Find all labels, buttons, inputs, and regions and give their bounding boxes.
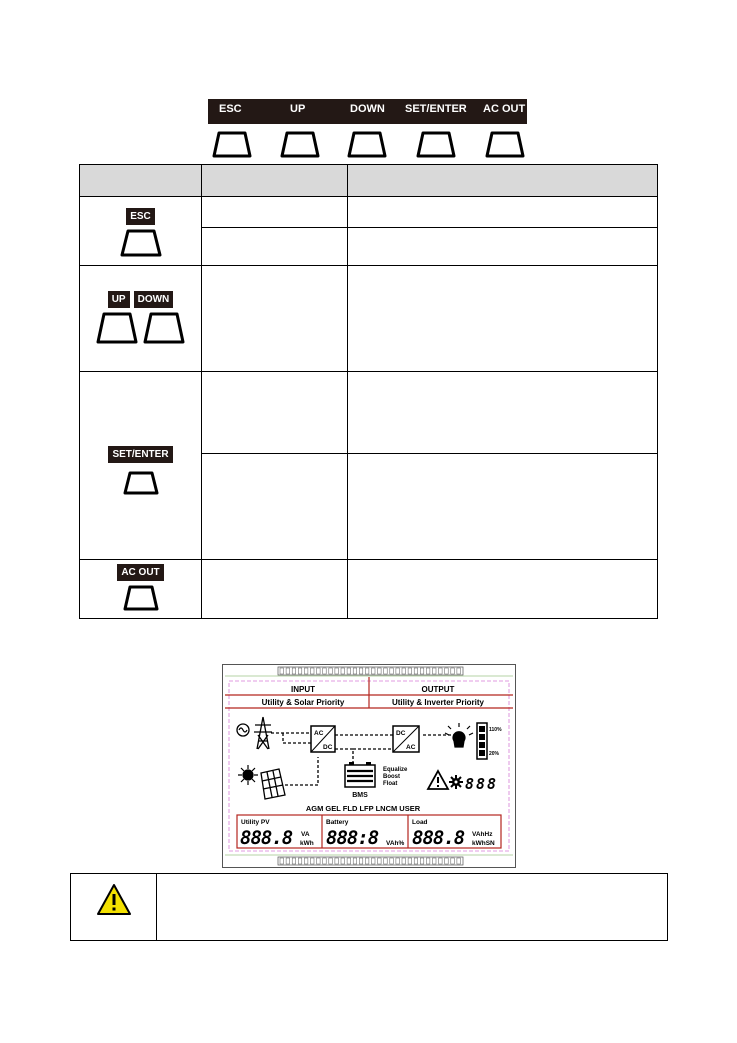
lcd-pin	[335, 668, 339, 674]
battery-digits: 888:8	[326, 827, 379, 849]
load-digits: 888.8	[412, 827, 465, 849]
strip-label-set-enter: SET/ENTER	[405, 103, 467, 115]
warning-icon	[96, 883, 132, 917]
lcd-pin	[402, 668, 406, 674]
lcd-pin	[408, 858, 412, 864]
table-cell	[202, 454, 348, 560]
lcd-pin	[280, 858, 284, 864]
lcd-pin	[408, 668, 412, 674]
strip-label-down: DOWN	[350, 103, 385, 115]
header-cell-function	[348, 165, 658, 197]
set-enter-key-label: SET/ENTER	[108, 446, 172, 463]
esc-key-icon[interactable]	[212, 131, 252, 158]
lcd-pin	[280, 668, 284, 674]
key-function-table	[79, 164, 658, 619]
caution-divider	[156, 874, 157, 940]
esc-key-label: ESC	[126, 208, 155, 225]
lcd-pin	[335, 858, 339, 864]
lcd-pin	[378, 858, 382, 864]
svg-text:AC: AC	[314, 730, 324, 737]
lcd-pin	[298, 858, 302, 864]
lcd-pin	[304, 858, 308, 864]
charge-stage-equalize: Equalize	[383, 767, 408, 773]
lcd-pin	[372, 668, 376, 674]
lcd-pin	[457, 668, 461, 674]
lcd-pin	[353, 668, 357, 674]
lcd-pin	[359, 668, 363, 674]
down-key-label: DOWN	[134, 291, 174, 308]
load-unit-bottom: kWhSN	[472, 840, 495, 847]
lcd-pin	[286, 858, 290, 864]
solar-panel-icon	[261, 769, 285, 799]
lcd-pin	[433, 668, 437, 674]
table-cell	[348, 560, 658, 619]
up-button-icon	[96, 312, 138, 344]
lcd-pin	[439, 668, 443, 674]
table-cell	[202, 197, 348, 228]
lcd-pin	[433, 858, 437, 864]
lcd-input-header: INPUT	[291, 685, 315, 694]
lcd-input-mode: Utility & Solar Priority	[261, 698, 345, 707]
load-level-low: 20%	[489, 751, 500, 757]
lcd-pin	[420, 858, 424, 864]
table-header-row	[80, 165, 658, 197]
table-cell	[202, 266, 348, 372]
ac-out-button-icon	[123, 585, 159, 611]
down-button-icon	[143, 312, 185, 344]
set-enter-key-cell	[80, 372, 202, 560]
table-cell	[202, 372, 348, 454]
up-key-icon[interactable]	[280, 131, 320, 158]
lcd-pin	[396, 668, 400, 674]
svg-text:AC: AC	[406, 744, 416, 751]
lcd-pin	[402, 858, 406, 864]
table-cell	[348, 454, 658, 560]
lcd-pin	[365, 858, 369, 864]
button-label-strip	[208, 99, 527, 124]
battery-types: AGM GEL FLD LFP LNCM USER	[305, 804, 421, 813]
table-row	[80, 560, 658, 619]
lcd-pin	[451, 668, 455, 674]
grid-pylon-icon	[254, 717, 272, 749]
lcd-pin	[384, 858, 388, 864]
lcd-pin	[384, 668, 388, 674]
lcd-pin	[286, 668, 290, 674]
sun-icon	[238, 765, 258, 785]
table-row	[80, 197, 658, 228]
strip-label-ac-out: AC OUT	[483, 103, 526, 115]
load-level-high: 110%	[489, 727, 502, 733]
header-cell-mode	[202, 165, 348, 197]
table-cell	[348, 197, 658, 228]
svg-text:DC: DC	[396, 730, 406, 737]
dc-ac-inverter-icon	[393, 726, 419, 752]
lcd-pin	[347, 668, 351, 674]
table-cell	[202, 560, 348, 619]
lcd-pin	[365, 668, 369, 674]
charge-stage-float: Float	[383, 781, 398, 787]
caution-box	[70, 873, 668, 941]
table-row	[80, 266, 658, 372]
lcd-pin	[341, 668, 345, 674]
lcd-pin	[451, 858, 455, 864]
lcd-pin	[445, 858, 449, 864]
esc-key-cell	[80, 197, 202, 266]
battery-icon	[345, 762, 375, 787]
lcd-pin	[323, 858, 327, 864]
header-cell-key	[80, 165, 202, 197]
lcd-pin	[292, 858, 296, 864]
lcd-pin	[317, 668, 321, 674]
lcd-pin	[378, 668, 382, 674]
lcd-pin	[372, 858, 376, 864]
set-enter-key-icon[interactable]	[416, 131, 456, 158]
lcd-pin	[359, 858, 363, 864]
table-row	[80, 372, 658, 454]
load-label: Load	[412, 819, 428, 826]
table-cell	[348, 228, 658, 266]
ac-dc-converter-icon	[311, 726, 335, 752]
lcd-pin	[420, 668, 424, 674]
lcd-output-mode: Utility & Inverter Priority	[391, 698, 485, 707]
lcd-pin	[414, 668, 418, 674]
lcd-pin	[414, 858, 418, 864]
utility-pv-unit-bottom: kWh	[300, 840, 314, 847]
charge-stage-boost: Boost	[383, 774, 400, 780]
esc-button-icon	[120, 229, 162, 257]
lcd-pin	[445, 668, 449, 674]
lcd-pin	[323, 668, 327, 674]
lcd-pin	[426, 668, 430, 674]
lcd-pin	[390, 668, 394, 674]
table-cell	[202, 228, 348, 266]
set-enter-button-icon	[123, 471, 159, 495]
lcd-pin	[457, 858, 461, 864]
bms-label: BMS	[352, 792, 368, 799]
ac-out-key-label: AC OUT	[117, 564, 163, 581]
utility-pv-unit-top: VA	[301, 831, 310, 838]
lcd-diagram-svg	[223, 665, 515, 867]
fault-code-digit: 8	[465, 775, 475, 793]
ac-out-key-cell	[80, 560, 202, 619]
lcd-pin	[439, 858, 443, 864]
battery-label: Battery	[326, 819, 349, 826]
strip-label-esc: ESC	[219, 103, 242, 115]
gear-icon	[449, 775, 463, 789]
lcd-pin	[426, 858, 430, 864]
lcd-pin	[311, 668, 315, 674]
lcd-pin	[317, 858, 321, 864]
strip-label-up: UP	[290, 103, 306, 115]
up-down-key-cell	[80, 266, 202, 372]
lcd-pin	[311, 858, 315, 864]
fault-code-digit: 8	[476, 775, 486, 793]
ac-out-key-icon[interactable]	[485, 131, 525, 158]
lcd-pin	[390, 858, 394, 864]
table-cell	[348, 372, 658, 454]
lcd-pin	[341, 858, 345, 864]
load-unit-top: VAhHz	[472, 831, 493, 838]
battery-unit: VAh%	[386, 840, 405, 847]
lcd-pin	[396, 858, 400, 864]
lcd-pin	[304, 668, 308, 674]
lcd-pin	[298, 668, 302, 674]
utility-pv-label: Utility PV	[241, 819, 270, 826]
down-key-icon[interactable]	[347, 131, 387, 158]
up-key-label: UP	[108, 291, 130, 308]
fault-code-digits	[465, 775, 496, 793]
svg-text:DC: DC	[323, 744, 333, 751]
lcd-pin	[292, 668, 296, 674]
lcd-pin	[353, 858, 357, 864]
utility-pv-digits: 888.8	[240, 827, 293, 849]
fault-code-digit: 8	[487, 775, 497, 793]
table-cell	[348, 266, 658, 372]
lcd-pin	[329, 668, 333, 674]
lcd-output-header: OUTPUT	[421, 685, 455, 694]
load-level-bar	[477, 723, 487, 759]
lcd-display-diagram	[222, 664, 516, 868]
lcd-pin	[329, 858, 333, 864]
lcd-pin	[347, 858, 351, 864]
warning-triangle-icon	[428, 771, 448, 789]
